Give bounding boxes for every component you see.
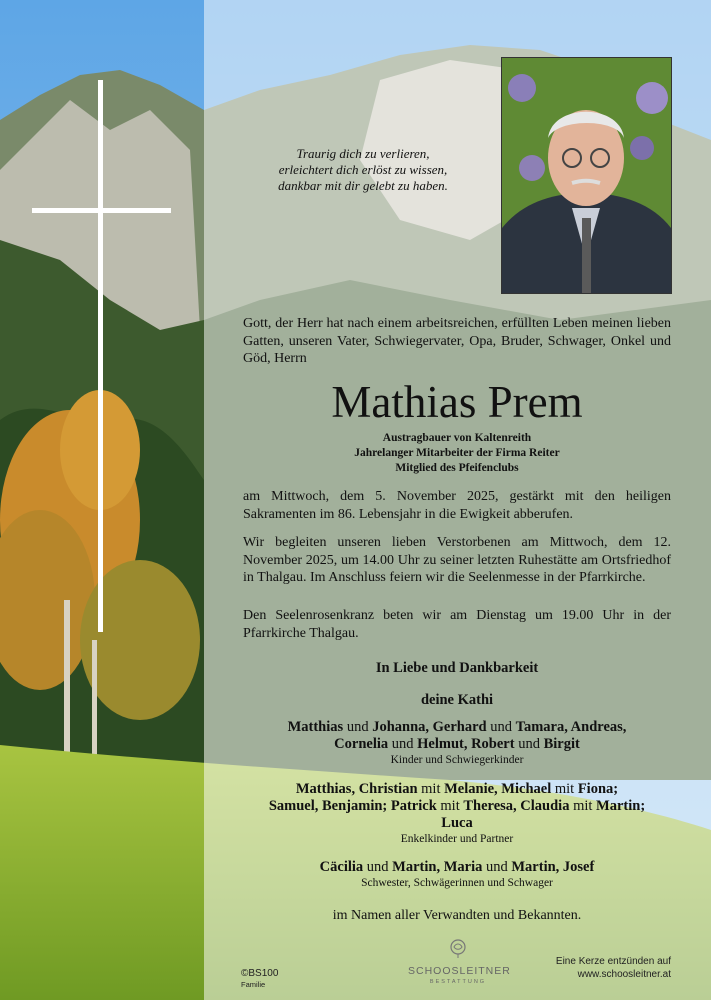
- grandchildren-line-3: [243, 815, 671, 832]
- category-text: Familie: [241, 980, 266, 989]
- connector: und: [388, 736, 418, 752]
- schoosleitner-logo: [408, 938, 511, 986]
- siblings-group: [243, 859, 671, 890]
- connector: und: [514, 736, 544, 752]
- copyright-text: ©BS100: [241, 968, 279, 979]
- deceased-name: Mathias Prem: [331, 377, 583, 427]
- person-name: Helmut, Robert: [417, 736, 515, 752]
- closing-line: im Namen aller Verwandten und Bekannten.: [332, 908, 582, 923]
- website-url[interactable]: www.schoosleitner.at: [577, 969, 671, 980]
- person-name: Cornelia: [334, 736, 389, 752]
- siblings-line: [243, 859, 671, 876]
- grandchildren-group: [243, 781, 671, 846]
- logo-wordmark: SCHOOSLEITNER: [408, 965, 511, 977]
- children-group: [243, 719, 671, 767]
- person-name: Cäcilia: [319, 859, 364, 875]
- grandchildren-label: Enkelkinder und Partner: [400, 833, 514, 845]
- connector: mit: [569, 798, 597, 814]
- siblings-label: Schwester, Schwägerinnen und Schwager: [361, 877, 553, 889]
- connector: mit: [417, 781, 445, 797]
- memorial-quote: [232, 146, 494, 194]
- grandchildren-line-1: [243, 781, 671, 798]
- portrait-photo: [501, 57, 672, 294]
- person-name: Birgit: [543, 736, 580, 752]
- connector: und: [363, 859, 393, 875]
- cross-icon: [98, 80, 103, 632]
- rose-icon: [448, 938, 468, 958]
- person-name: Matthias: [287, 719, 344, 735]
- children-line-1: [243, 719, 671, 736]
- person-name: Melanie, Michael: [444, 781, 552, 797]
- person-name: Martin, Maria: [392, 859, 483, 875]
- connector: und: [482, 859, 512, 875]
- deceased-titles: [243, 431, 671, 476]
- connector: mit: [551, 781, 578, 797]
- quote-line: dankbar mit dir gelebt zu haben.: [278, 178, 448, 193]
- title-line: Jahrelanger Mitarbeiter der Firma Reiter: [354, 447, 560, 459]
- connector: und: [486, 719, 516, 735]
- quote-line: erleichtert dich erlöst zu wissen,: [278, 162, 448, 177]
- intro-text: Gott, der Herr hat nach einem arbeitsreichen, erfüllten Leben meinen lieben Gatten, unseren Vater, Schwiegervater, Opa, Bruder, Schwager, Onkel und Göd, Herrn: [243, 316, 671, 366]
- candle-text: Eine Kerze entzünden auf: [555, 956, 671, 967]
- logo-subtitle: BESTATTUNG: [429, 979, 487, 985]
- person-name: Johanna, Gerhard: [372, 719, 487, 735]
- connector: und: [343, 719, 373, 735]
- person-name: Matthias, Christian: [295, 781, 418, 797]
- person-name: Fiona;: [577, 781, 619, 797]
- title-line: Austragbauer von Kaltenreith: [382, 432, 532, 444]
- person-name: Martin, Josef: [511, 859, 595, 875]
- children-label: Kinder und Schwiegerkinder: [390, 754, 524, 766]
- person-name: Tamara, Andreas,: [515, 719, 627, 735]
- person-name: Samuel, Benjamin; Patrick: [268, 798, 437, 814]
- funeral-details: Wir begleiten unseren lieben Verstorbenen am Mittwoch, dem 12. November 2025, um 14.00 Uhr zu seiner letzten Ruhestätte am Ortsfriedhof in Thalgau. Im Anschluss feiern wir die Seelenmesse in der Pfarrkirche.: [243, 535, 671, 585]
- grandchildren-line-2: [243, 798, 671, 815]
- wife-name: deine Kathi: [420, 692, 494, 708]
- rosary-details: Den Seelenrosenkranz beten wir am Dienstag um 19.00 Uhr in der Pfarrkirche Thalgau.: [243, 608, 671, 641]
- person-name: Martin;: [596, 798, 646, 814]
- children-line-2: [243, 736, 671, 753]
- title-line: Mitglied des Pfeifenclubs: [395, 462, 519, 474]
- mourners-heading: In Liebe und Dankbarkeit: [375, 660, 539, 676]
- death-notice: am Mittwoch, dem 5. November 2025, gestärkt mit den heiligen Sakramenten im 86. Lebensjahr in die Ewigkeit abberufen.: [243, 489, 671, 522]
- copyright-note: [241, 968, 278, 990]
- candle-link[interactable]: [556, 955, 671, 981]
- person-name: Luca: [441, 815, 473, 831]
- connector: mit: [436, 798, 464, 814]
- cross-icon-bar: [32, 208, 171, 213]
- person-name: Theresa, Claudia: [463, 798, 570, 814]
- quote-line: Traurig dich zu verlieren,: [296, 146, 430, 161]
